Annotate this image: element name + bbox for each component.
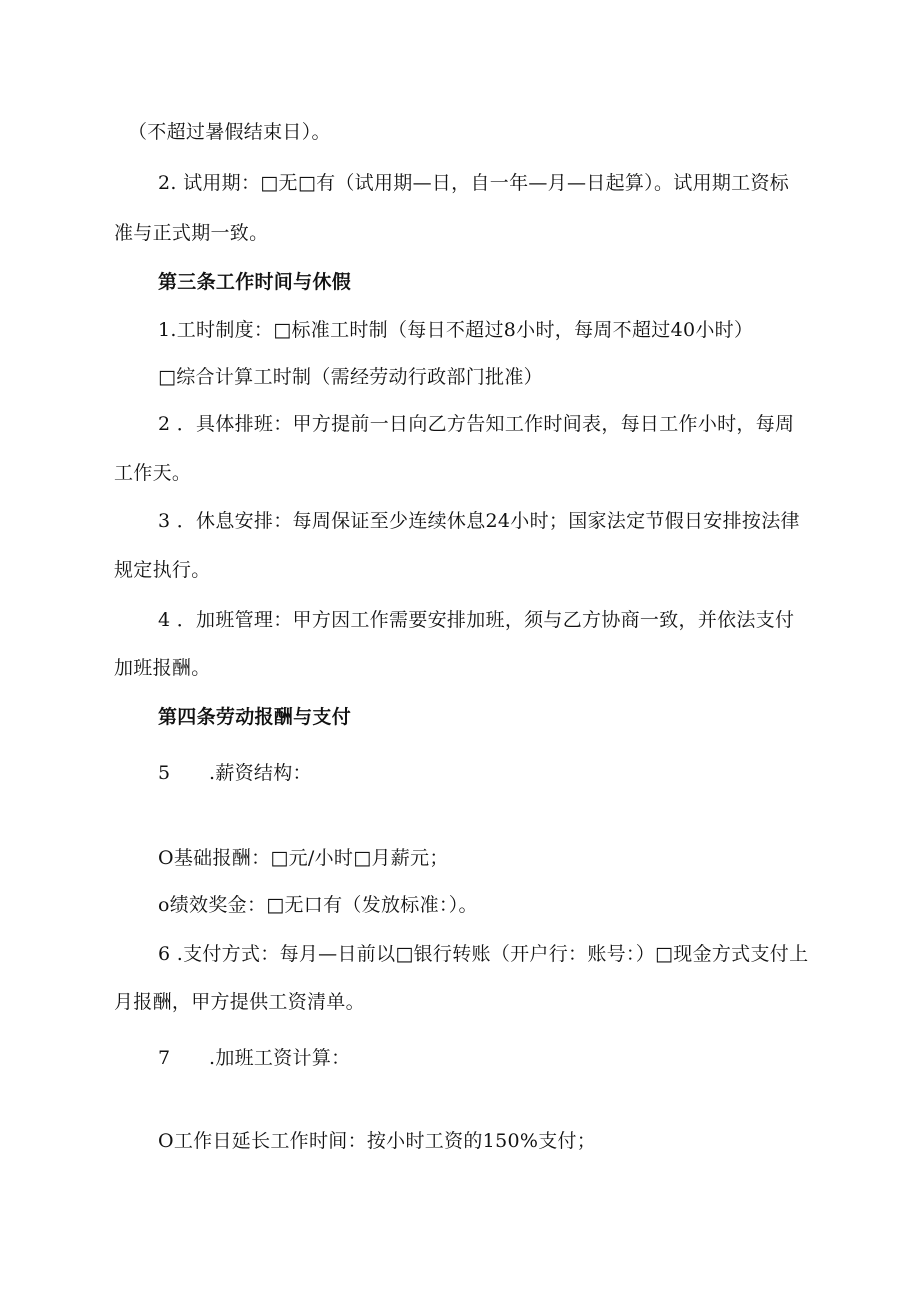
- text-line: □综合计算工时制（需经劳动行政部门批准）: [158, 366, 543, 388]
- text-line: 规定执行。: [114, 559, 211, 581]
- text-line: 1.工时制度：□标准工时制（每日不超过8小时，每周不超过40小时）: [158, 319, 754, 341]
- text-line: 4 ．加班管理：甲方因工作需要安排加班，须与乙方协商一致，并依法支付: [158, 609, 795, 631]
- text-line: o绩效奖金：□无口有（发放标准：）。: [158, 894, 478, 916]
- text-line: （不超过暑假结束日）。: [128, 121, 331, 143]
- text-line: 加班报酬。: [114, 657, 211, 679]
- text-line: 7 .加班工资计算：: [158, 1047, 351, 1069]
- text-line: 2 ．具体排班：甲方提前一日向乙方告知工作时间表，每日工作小时，每周: [158, 413, 795, 435]
- text-line: 月报酬，甲方提供工资清单。: [114, 991, 365, 1013]
- section-heading: 第四条劳动报酬与支付: [158, 706, 352, 728]
- text-line: 工作天。: [114, 462, 192, 484]
- section-heading: 第三条工作时间与休假: [158, 271, 352, 293]
- text-line: 6 .支付方式：每月—日前以□银行转账（开户行：账号：）□现金方式支付上: [158, 943, 809, 965]
- text-line: O工作日延长工作时间：按小时工资的150%支付；: [158, 1130, 597, 1152]
- text-line: 3 ．休息安排：每周保证至少连续休息24小时；国家法定节假日安排按法律: [158, 510, 800, 532]
- text-line: 2. 试用期：□无□有（试用期—日，自一年—月—日起算）。试用期工资标: [158, 172, 790, 194]
- text-line: 准与正式期一致。: [114, 222, 269, 244]
- text-line: O基础报酬：□元/小时□月薪元；: [158, 847, 449, 869]
- text-line: 5 .薪资结构：: [158, 762, 312, 784]
